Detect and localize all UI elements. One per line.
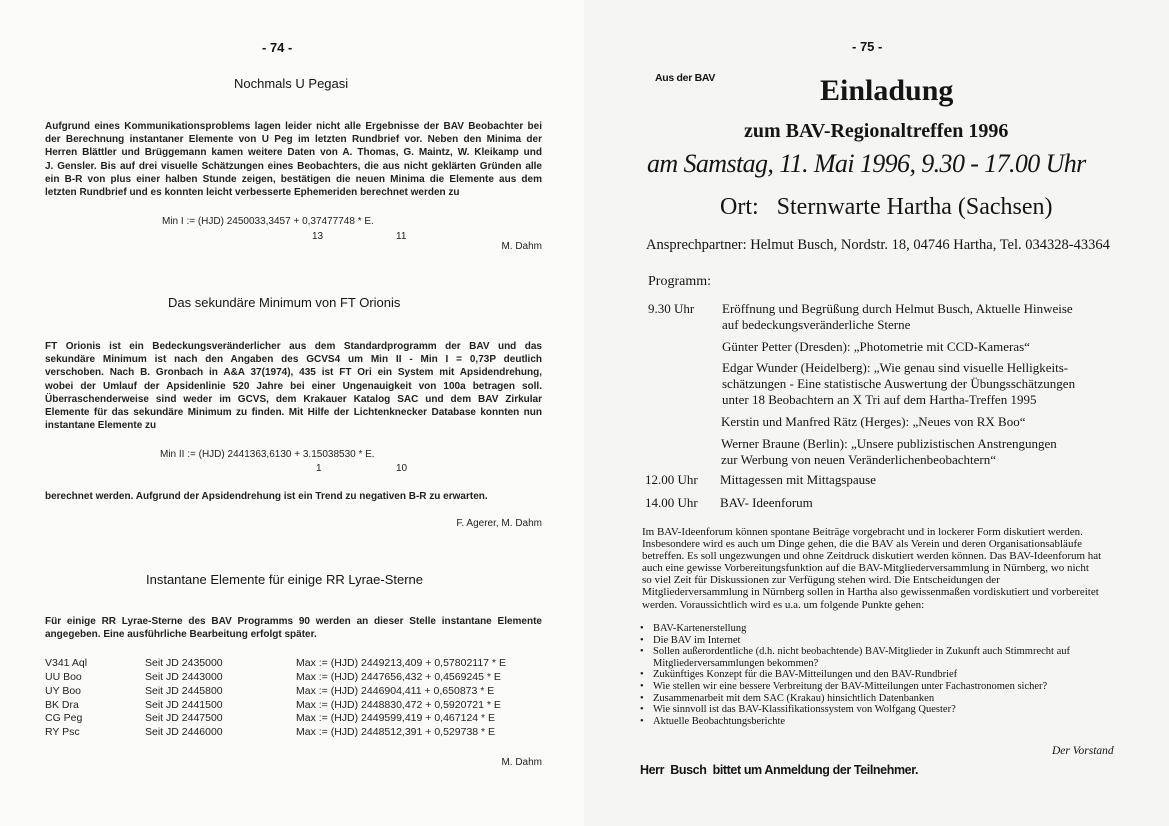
invitation-subtitle: zum BAV-Regionaltreffen 1996 (744, 120, 1009, 142)
star-name: UY Boo (45, 685, 81, 697)
star-name: V341 Aql (45, 657, 88, 669)
text-line: Herren Blättler und Brüggemann kamen weitere Daten von A. Thomas, G. Maintz, W. Kleikamp und (45, 147, 542, 159)
formula: Min II := (HJD) 2441363,6130 + 3.15038530 * E. (160, 449, 375, 460)
location: Ort: Sternwarte Hartha (Sachsen) (720, 194, 1053, 220)
list-item: • Sollen außerordentliche (d.h. nicht beobachtende) BAV-Mitglieder in Zukunft auch Stimmrecht auf (640, 646, 1070, 658)
forum-paragraph (642, 526, 1101, 611)
list-item: • Zusammenarbeit mit dem SAC (Krakau) hinsichtlich Datenbanken (640, 693, 1070, 705)
text-line: Für einige RR Lyrae-Sterne des BAV Programms 90 werden an dieser Stelle instantane Elemente (45, 616, 542, 627)
agenda-list (640, 623, 1070, 727)
table-row (45, 699, 545, 713)
table-row (45, 726, 545, 740)
program-time: 9.30 Uhr (648, 301, 695, 316)
text-line: der Berechnung instantaner Elemente von U Peg im letzten Rundbrief vor. Neben den Minima der (45, 134, 542, 146)
rubric: Aus der BAV (655, 72, 716, 84)
since-jd: Seit JD 2441500 (145, 699, 223, 711)
text-line: J. Gensler. Bis auf drei visuelle Schätzungen eines Beobachters, die aus nicht geklärten Gründen alle (45, 160, 542, 172)
star-name: UU Boo (45, 671, 82, 683)
text-line: werden. Voraussichtlich wird es u.a. um folgende Punkte gehen: (642, 598, 925, 611)
list-item: • Zukünftiges Konzept für die BAV-Mitteilungen und den BAV-Rundbrief (640, 669, 1070, 681)
text-line: so viel Zeit für Diskussionen zur Verfügung stehen wird. Die Entscheidungen der (642, 574, 1000, 587)
program-item: Kerstin und Manfred Rätz (Herges): „Neues von RX Boo“ (721, 414, 1026, 429)
list-item: • Aktuelle Beobachtungsberichte (640, 716, 1070, 728)
program-item: Günter Petter (Dresden): „Photometrie mit CCD-Kameras“ (722, 339, 1030, 354)
page-74 (0, 0, 584, 826)
section-title: Nochmals U Pegasi (234, 76, 349, 91)
section-paragraph (45, 120, 542, 199)
section-paragraph (45, 615, 542, 641)
program-time: 14.00 Uhr (645, 495, 698, 510)
program-item: schätzungen - Eine statistische Auswertung der Übungsschätzungen (722, 376, 1076, 391)
text-line: sekundäre Minimum ist nach den Angaben des GCVS4 um Min II - Min I = 0,73P deutlich (45, 354, 542, 366)
author: M. Dahm (501, 241, 542, 252)
text-line: letzten Rundbrief und es konnten leicht verbesserte Ephemeriden berechnet werden zu (45, 187, 460, 199)
program-item: unter 18 Beobachtern an X Tri auf dem Hartha-Treffen 1995 (722, 392, 1037, 407)
star-name: RY Psc (45, 726, 80, 738)
table-row (45, 685, 545, 699)
program-item: Mittagessen mit Mittagspause (720, 472, 876, 487)
text-line: Insbesondere wird es auch um Dinge gehen, die die BAV als Verein und deren Organisationsabläufe (642, 538, 1082, 551)
list-item: • Wie stellen wir eine bessere Verbreitung der BAV-Mitteilungen unter Fachastronomen sicher? (640, 681, 1070, 693)
text-line: Mitgliederversammlungen bekommen? (653, 657, 819, 669)
elements: Max := (HJD) 2449599,419 + 0,467124 * E (296, 712, 496, 724)
since-jd: Seit JD 2446000 (145, 726, 223, 738)
text-line: ein B-R von plus einer halben Stunde zeigen, bestätigen die neuen Minima die Elemente aus dem (45, 173, 542, 185)
program-item: BAV- Ideenforum (720, 495, 813, 510)
program-item: Edgar Wunder (Heidelberg): „Wie genau sind visuelle Helligkeits- (722, 360, 1069, 375)
section-paragraph (45, 340, 542, 432)
since-jd: Seit JD 2435000 (145, 657, 223, 669)
elements: Max := (HJD) 2449213,409 + 0,57802117 * E (296, 657, 506, 669)
text-line: wobei der Umlauf der Apsidenlinie 520 Jahre bei einer Ungenauigkeit von 100a betragen soll. (45, 380, 542, 392)
text-line: FT Orionis ist ein Bedeckungsveränderlicher aus dem Standardprogramm der BAV und das (45, 341, 542, 352)
program-item: zur Werbung von neuen Veränderlichenbeobachtern“ (721, 452, 996, 467)
text-line: Überraschenderweise sind weder im GCVS, dem Krakauer Katalog SAC und dem BAV Zirkular (45, 393, 542, 405)
text-line: Im BAV-Ideenforum können spontane Beiträge vorgebracht und in lockerer Form diskutiert werden. (642, 526, 1083, 538)
closing-note: Herr Busch bittet um Anmeldung der Teilnehmer. (640, 763, 919, 777)
program-item: Eröffnung und Begrüßung durch Helmut Busch, Aktuelle Hinweise (722, 301, 1073, 316)
program-item: Werner Braune (Berlin): „Unsere publizistischen Anstrengungen (721, 436, 1057, 451)
table-row (45, 671, 545, 685)
elements: Max := (HJD) 2448830,472 + 0,5920721 * E (296, 699, 501, 711)
section-title: Instantane Elemente für einige RR Lyrae-Sterne (146, 572, 424, 587)
since-jd: Seit JD 2443000 (145, 671, 223, 683)
list-item: • Die BAV im Internet (640, 635, 1070, 647)
program-label: Programm: (648, 274, 711, 289)
formula: Min I := (HJD) 2450033,3457 + 0,37477748 * E. (162, 216, 374, 227)
since-jd: Seit JD 2445800 (145, 685, 223, 697)
elements: Max := (HJD) 2448512,391 + 0,529738 * E (296, 726, 496, 738)
list-item: • BAV-Kartenerstellung (640, 623, 1070, 635)
page-number: - 74 - (262, 40, 293, 55)
section-title: Das sekundäre Minimum von FT Orionis (168, 295, 401, 310)
formula-error: 13 (312, 231, 324, 242)
formula-error: 1 (316, 463, 322, 474)
formula-error: 10 (396, 463, 408, 474)
program-time: 12.00 Uhr (645, 472, 698, 487)
text-line: instantane Elemente zu (45, 420, 157, 432)
text-line: betreffen. Es soll ungezwungen und ohne Zeitdruck diskutiert werden können. Das BAV-Ideenforum hat (642, 550, 1102, 563)
text-line: verschoben. Nach B. Gronbach in A&A 37(1974), 435 ist FT Ori ein System mit Apsidendrehung, (45, 367, 542, 379)
table-row (45, 712, 545, 726)
program-item: auf bedeckungsveränderliche Sterne (722, 317, 911, 332)
elements: Max := (HJD) 2446904,411 + 0,650873 * E (296, 685, 495, 697)
list-item-continued (640, 658, 1070, 670)
elements: Max := (HJD) 2447656,432 + 0,4569245 * E (296, 671, 501, 683)
contact: Ansprechpartner: Helmut Busch, Nordstr. 18, 04746 Hartha, Tel. 034328-43364 (646, 237, 1110, 253)
signature: Der Vorstand (1052, 745, 1114, 757)
text-line: Mitgliederversammlung in Nürnberg sollen in Hartha also gewissenmaßen vordiskutiert und vorbereitet (642, 586, 1099, 599)
star-name: BK Dra (45, 699, 79, 711)
text-line: angegeben. Eine ausführliche Bearbeitung erfolgt später. (45, 629, 317, 641)
page-number: - 75 - (852, 39, 883, 54)
text-line: berechnet werden. Aufgrund der Apsidendrehung ist ein Trend zu negativen B-R zu erwarten. (45, 491, 488, 502)
invitation-title: Einladung (820, 74, 954, 107)
author: M. Dahm (501, 757, 542, 768)
text-line: Aufgrund eines Kommunikationsproblems lagen leider nicht alle Ergebnisse der BAV Beobachter bei (45, 121, 542, 132)
date-line: am Samstag, 11. Mai 1996, 9.30 - 17.00 Uhr (647, 149, 1086, 178)
text-line: auch eine gewisse Vorbereitungsfunktion auf die BAV-Mitgliederversammlung in Nürnberg, wo nicht (642, 562, 1089, 575)
author: F. Agerer, M. Dahm (456, 518, 542, 529)
list-item: • Wie sinnvoll ist das BAV-Klassifikationssystem von Wolfgang Quester? (640, 704, 1070, 716)
text-line: Elemente für das sekundäre Minimum zu finden. Mit Hilfe der Lichtenknecker Database konnten nun (45, 407, 542, 419)
star-name: CG Peg (45, 712, 83, 724)
since-jd: Seit JD 2447500 (145, 712, 223, 724)
table-row (45, 657, 545, 671)
formula-error: 11 (396, 231, 407, 242)
